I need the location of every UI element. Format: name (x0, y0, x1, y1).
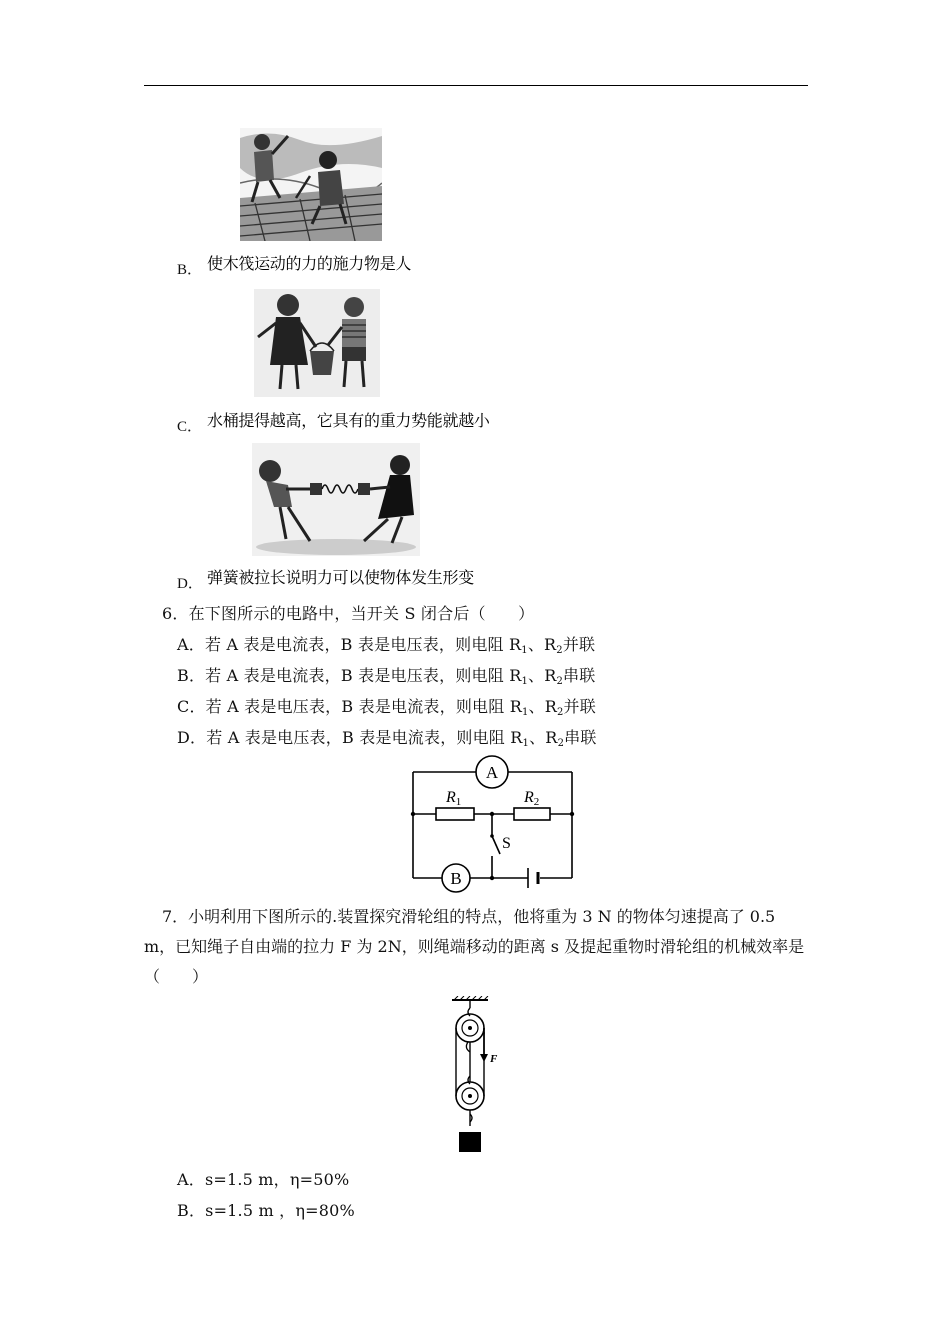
q6-c-mid: 、R (528, 697, 557, 716)
raft-illustration (240, 128, 382, 241)
q6-a-head: A．若 A 表是电流表，B 表是电压表，则电阻 R (177, 635, 522, 654)
r2-letter: R (524, 789, 534, 806)
option-b-letter: B． (177, 262, 203, 278)
q6-d-sub2: 2 (557, 738, 565, 749)
option-d-letter: D． (177, 576, 203, 592)
q6-a-tail: 并联 (562, 635, 596, 654)
q6-b-sub1: 1 (521, 676, 529, 687)
q7-option-b: B．s=1.5 m ，η=80% (177, 1201, 355, 1220)
q6-a-sub1: 1 (521, 645, 528, 656)
q6-d-tail: 串联 (564, 728, 597, 747)
q6-c-tail: 并联 (563, 697, 596, 716)
q6-option-c (177, 694, 596, 718)
q6-b-mid: 、R (528, 666, 557, 685)
q6-c-sub2: 2 (556, 707, 564, 718)
q6-option-a (177, 632, 595, 656)
q6-a-sub2: 2 (556, 645, 563, 656)
q7-option-a: A．s=1.5 m，η=50% (177, 1170, 350, 1189)
q6-d-head: D．若 A 表是电压表，B 表是电流表，则电阻 R (177, 728, 523, 747)
pulley-diagram (440, 996, 510, 1154)
switch-label: S (502, 835, 511, 852)
spring-illustration (252, 443, 420, 556)
q6-c-head: C．若 A 表是电压表，B 表是电流表，则电阻 R (177, 697, 522, 716)
resistor-r1-label (445, 789, 461, 808)
option-b-text: 使木筏运动的力的施力物是人 (207, 254, 412, 273)
option-c-text: 水桶提得越高，它具有的重力势能就越小 (207, 411, 490, 430)
option-d-text: 弹簧被拉长说明力可以使物体发生形变 (207, 568, 474, 587)
q6-b-sub2: 2 (556, 676, 564, 687)
q6-option-d (177, 725, 597, 749)
r1-letter: R (446, 789, 456, 806)
q6-c-sub1: 1 (521, 707, 529, 718)
option-c-letter: C． (177, 419, 203, 435)
force-label: F (490, 1053, 498, 1065)
header-rule (144, 85, 808, 86)
circuit-diagram (404, 752, 580, 894)
meter-a-label: A (485, 763, 499, 782)
q6-d-mid: 、R (529, 728, 558, 747)
q6-option-b (177, 663, 595, 687)
q6-d-sub1: 1 (522, 738, 530, 749)
resistor-r2-label (523, 789, 539, 808)
q6-b-head: B．若 A 表是电流表，B 表是电压表，则电阻 R (177, 666, 522, 685)
q7-stem: 7．小明利用下图所示的.装置探究滑轮组的特点，他将重为 3 N 的物体匀速提高了 0.5 m，已知绳子自由端的拉力 F 为 2N，则绳端移动的距离 s 及提起重物时滑轮组的机械效率是（ ） (144, 907, 805, 986)
r1-sub: 1 (455, 796, 462, 808)
q6-stem: 6．在下图所示的电路中，当开关 S 闭合后（ ） (162, 604, 535, 623)
r2-sub: 2 (533, 796, 540, 808)
q6-a-mid: 、R (527, 635, 557, 654)
bucket-illustration (254, 289, 380, 397)
meter-b-label: B (450, 869, 462, 888)
q6-b-tail: 串联 (563, 666, 596, 685)
